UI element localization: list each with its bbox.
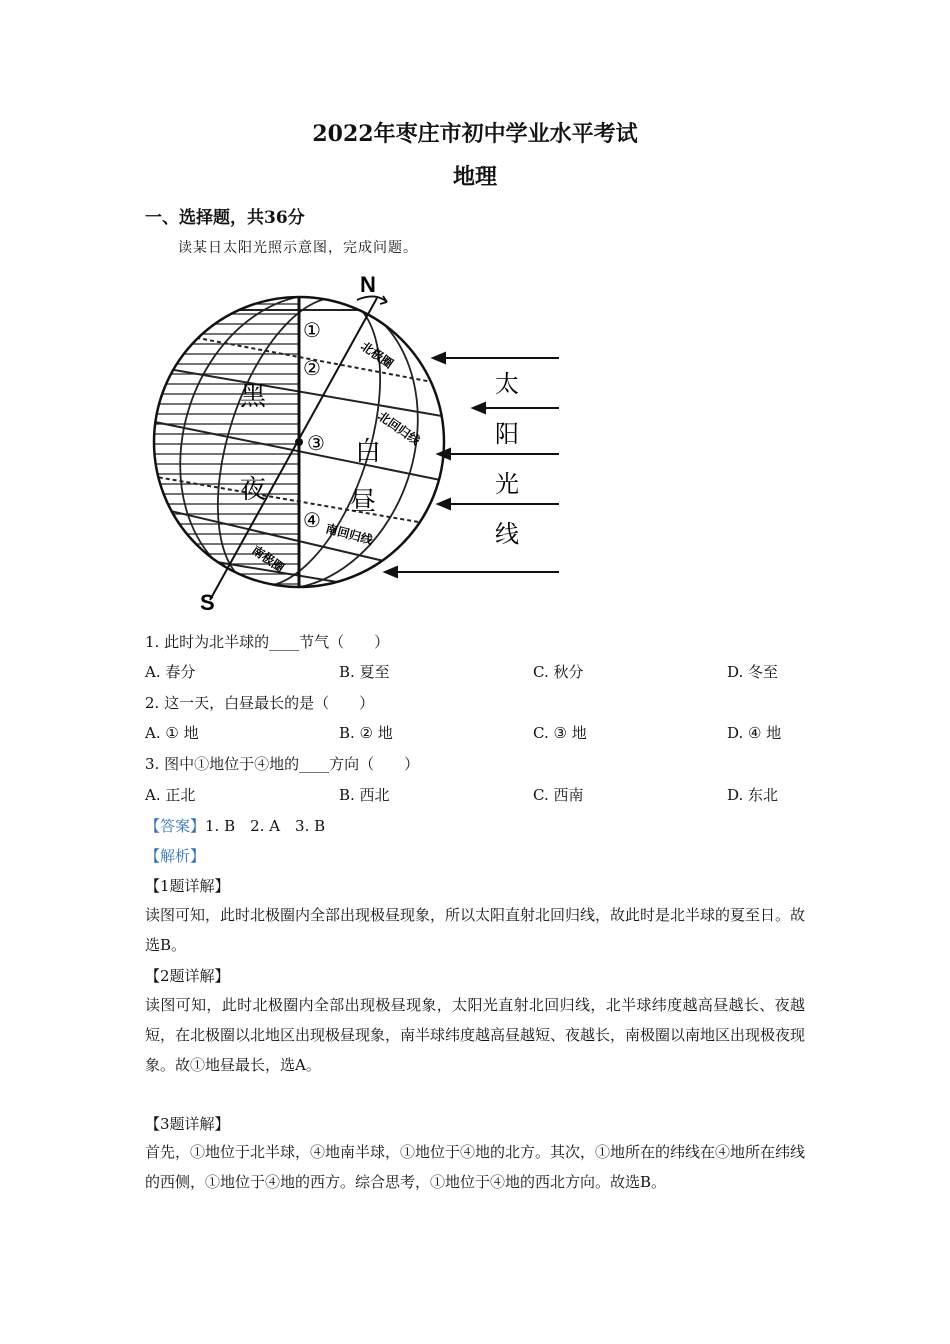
south-label: S bbox=[200, 590, 215, 615]
answer-tag: 【答案】 bbox=[145, 817, 206, 835]
q2-option-d: D. ④ 地 bbox=[727, 724, 782, 742]
q1-option-a: A. 春分 bbox=[145, 663, 196, 681]
q2-option-a: A. ① 地 bbox=[145, 724, 199, 742]
detail-3-title: 【3题详解】 bbox=[145, 1115, 230, 1133]
question-1-stem: 1. 此时为北半球的____节气（ ） bbox=[145, 633, 390, 651]
sun-ray-label-3: 光 bbox=[495, 470, 519, 498]
point-4-marker: ④ bbox=[303, 508, 321, 532]
q3-option-a: A. 正北 bbox=[145, 786, 196, 804]
detail-1-title: 【1题详解】 bbox=[145, 877, 230, 895]
sun-ray-label-1: 太 bbox=[495, 370, 519, 398]
night-label-2: 夜 bbox=[240, 475, 267, 505]
section-heading: 一、选择题，共36分 bbox=[145, 208, 305, 228]
point-3-marker: ③ bbox=[307, 431, 325, 455]
question-intro: 读某日太阳光照示意图，完成问题。 bbox=[178, 240, 418, 256]
night-label-1: 黑 bbox=[240, 382, 267, 412]
detail-2-title: 【2题详解】 bbox=[145, 967, 230, 985]
q3-option-c: C. 西南 bbox=[533, 786, 584, 804]
sun-ray-label-2: 阳 bbox=[495, 420, 519, 448]
sunlight-illumination-diagram bbox=[145, 270, 575, 619]
analysis-tag: 【解析】 bbox=[145, 847, 206, 865]
q3-option-b: B. 西北 bbox=[339, 786, 390, 804]
detail-2-text: 读图可知，此时北极圈内全部出现极昼现象，太阳光直射北回归线，北半球纬度越高昼越长、夜越短，在北极圈以北地区出现极昼现象，南半球纬度越高昼越短、夜越长，南极圈以南地区出现极夜现象。故①地昼最长，选A。 bbox=[145, 996, 806, 1074]
q3-option-d: D. 东北 bbox=[727, 786, 779, 804]
q1-option-b: B. 夏至 bbox=[339, 663, 390, 681]
rotation-arrow-icon bbox=[357, 296, 387, 304]
day-label-1: 白 bbox=[355, 437, 382, 467]
antarctic-circle-label: 南极圈 bbox=[249, 542, 287, 576]
detail-1-text: 读图可知，此时北极圈内全部出现极昼现象，所以太阳直射北回归线，故此时是北半球的夏至日。故选B。 bbox=[145, 906, 806, 954]
subject-title: 地理 bbox=[452, 164, 497, 190]
q1-option-d: D. 冬至 bbox=[727, 663, 779, 681]
q2-option-b: B. ② 地 bbox=[339, 724, 393, 742]
sun-ray-label-4: 线 bbox=[495, 520, 519, 548]
point-1-marker: ① bbox=[303, 318, 321, 342]
tropic-capricorn-label: 南回归线 bbox=[324, 521, 375, 548]
day-label-2: 昼 bbox=[350, 487, 377, 517]
arctic-circle-label: 北极圈 bbox=[358, 338, 396, 372]
answer-text: 1. B 2. A 3. B bbox=[205, 817, 326, 835]
north-label: N bbox=[360, 272, 376, 297]
detail-3-text: 首先，①地位于北半球，④地南半球，①地位于④地的北方。其次，①地所在的纬线在④地所在纬线的西侧，①地位于④地的西方。综合思考，①地位于④地的西北方向。故选B。 bbox=[145, 1143, 806, 1191]
point-2-marker: ② bbox=[303, 356, 321, 380]
q2-option-c: C. ③ 地 bbox=[533, 724, 587, 742]
answer-line bbox=[145, 816, 325, 836]
question-2-stem: 2. 这一天，白昼最长的是（ ） bbox=[145, 694, 375, 712]
tropic-cancer-label: 北回归线 bbox=[375, 408, 423, 448]
q1-option-c: C. 秋分 bbox=[533, 663, 584, 681]
page-title: 2022年枣庄市初中学业水平考试 bbox=[312, 121, 638, 147]
earth-axis bbox=[210, 298, 377, 600]
question-3-stem: 3. 图中①地位于④地的____方向（ ） bbox=[145, 755, 420, 773]
